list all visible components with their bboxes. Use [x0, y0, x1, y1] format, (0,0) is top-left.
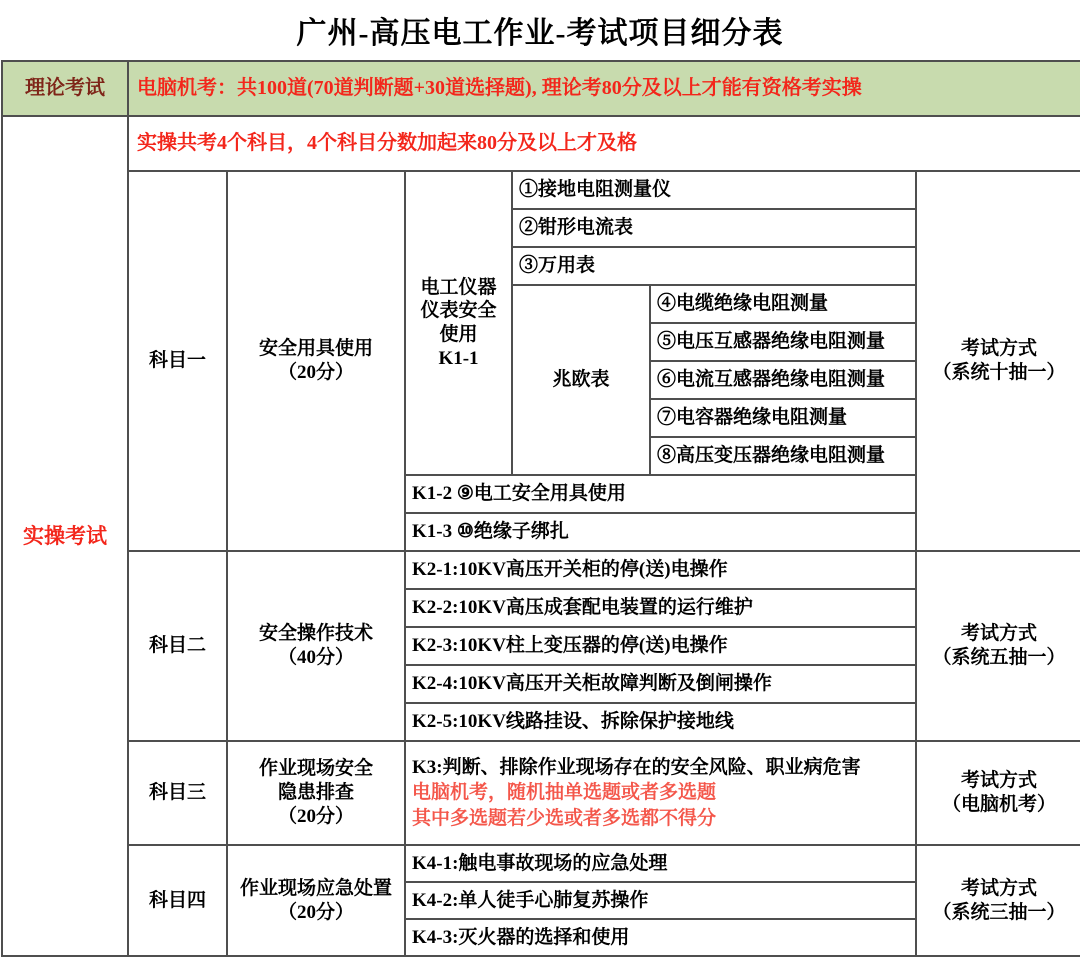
megger-label-cell: 兆欧表	[512, 285, 650, 475]
instrument-row-1	[2, 171, 1080, 209]
k2-item-cell: K2-5:10KV线路挂设、拆除保护接地线	[405, 703, 916, 741]
k4-row-1	[2, 845, 1080, 882]
instrument-item-cell: ①接地电阻测量仪	[512, 171, 916, 209]
megger-item-cell: ④电缆绝缘电阻测量	[650, 285, 916, 323]
k3-row	[2, 741, 1080, 845]
k1-1-line1: 电工仪器	[420, 276, 497, 298]
k2-item-cell: K2-4:10KV高压开关柜故障判断及倒闸操作	[405, 665, 916, 703]
k3-note-line2: 其中多选题若少选或者多选都不得分	[412, 807, 717, 829]
theory-row	[2, 61, 1080, 116]
subject4-title-cell	[227, 845, 405, 956]
k1-1-cell	[405, 171, 512, 475]
k3-note-line1: 电脑机考，随机抽单选题或者多选题	[412, 782, 717, 804]
exam-mode-line2: （系统三抽一）	[932, 901, 1066, 923]
k1-1-line2: 仪表安全	[420, 300, 497, 322]
k3-task-line: K3:判断、排除作业现场存在的安全风险、职业病危害	[412, 756, 861, 778]
k3-item-cell	[405, 741, 916, 845]
instrument-item-cell: ②钳形电流表	[512, 209, 916, 247]
exam-mode-line2: （系统五抽一）	[932, 647, 1066, 668]
subject1-name-cell: 科目一	[128, 171, 227, 551]
subject4-title-line2: （20分）	[277, 901, 354, 923]
subject4-title-line1: 作业现场应急处置	[239, 877, 392, 899]
exam-mode-line1: 考试方式	[960, 338, 1037, 360]
instrument-item-cell: ③万用表	[512, 247, 916, 285]
theory-note-cell: 电脑机考：共100道(70道判断题+30道选择题), 理论考80分及以上才能有资格考实操	[128, 61, 1080, 116]
subject4-exam-mode-cell	[916, 845, 1080, 956]
megger-item-cell: ⑧高压变压器绝缘电阻测量	[650, 437, 916, 475]
practical-label-cell: 实操考试	[2, 116, 128, 956]
subject3-title-line1: 作业现场安全	[258, 758, 373, 780]
theory-label-cell: 理论考试	[2, 61, 128, 116]
k2-item-cell: K2-3:10KV柱上变压器的停(送)电操作	[405, 627, 916, 665]
exam-mode-line1: 考试方式	[960, 770, 1037, 792]
exam-breakdown-table	[1, 60, 1080, 957]
practical-note-row	[2, 116, 1080, 171]
subject1-title-line2: （20分）	[277, 362, 354, 383]
subject2-title-line1: 安全操作技术	[258, 623, 373, 645]
exam-mode-line1: 考试方式	[960, 877, 1037, 899]
subject3-title-line3: （20分）	[277, 805, 354, 827]
k1-2-cell: K1-2 ⑨电工安全用具使用	[405, 475, 916, 513]
k1-1-line3: 使用	[439, 324, 478, 345]
k1-1-code: K1-1	[438, 347, 479, 369]
subject3-title-cell	[227, 741, 405, 845]
subject2-title-line2: （40分）	[277, 647, 354, 668]
megger-item-cell: ⑦电容器绝缘电阻测量	[650, 399, 916, 437]
subject1-exam-mode-cell	[916, 171, 1080, 551]
megger-item-cell: ⑤电压互感器绝缘电阻测量	[650, 323, 916, 361]
exam-mode-line2: （系统十抽一）	[932, 362, 1066, 383]
k4-item-cell: K4-1:触电事故现场的应急处理	[405, 845, 916, 882]
subject2-exam-mode-cell	[916, 551, 1080, 741]
subject2-title-cell	[227, 551, 405, 741]
k2-row-1	[2, 551, 1080, 589]
megger-item-cell: ⑥电流互感器绝缘电阻测量	[650, 361, 916, 399]
exam-mode-line2: （电脑机考）	[941, 794, 1056, 815]
subject3-title-line2: 隐患排查	[277, 782, 354, 804]
subject3-exam-mode-cell	[916, 741, 1080, 845]
page-title: 广州-高压电工作业-考试项目细分表	[296, 17, 784, 50]
subject1-title-line1: 安全用具使用	[258, 338, 373, 360]
k4-item-cell: K4-3:灭火器的选择和使用	[405, 919, 916, 956]
exam-mode-line1: 考试方式	[960, 623, 1037, 645]
subject1-title-cell	[227, 171, 405, 551]
k4-item-cell: K4-2:单人徒手心肺复苏操作	[405, 882, 916, 919]
subject2-name-cell: 科目二	[128, 551, 227, 741]
k2-item-cell: K2-2:10KV高压成套配电装置的运行维护	[405, 589, 916, 627]
subject3-name-cell: 科目三	[128, 741, 227, 845]
practical-note-cell: 实操共考4个科目，4个科目分数加起来80分及以上才及格	[128, 116, 1080, 171]
k2-item-cell: K2-1:10KV高压开关柜的停(送)电操作	[405, 551, 916, 589]
k1-3-cell: K1-3 ⑩绝缘子绑扎	[405, 513, 916, 551]
subject4-name-cell: 科目四	[128, 845, 227, 956]
